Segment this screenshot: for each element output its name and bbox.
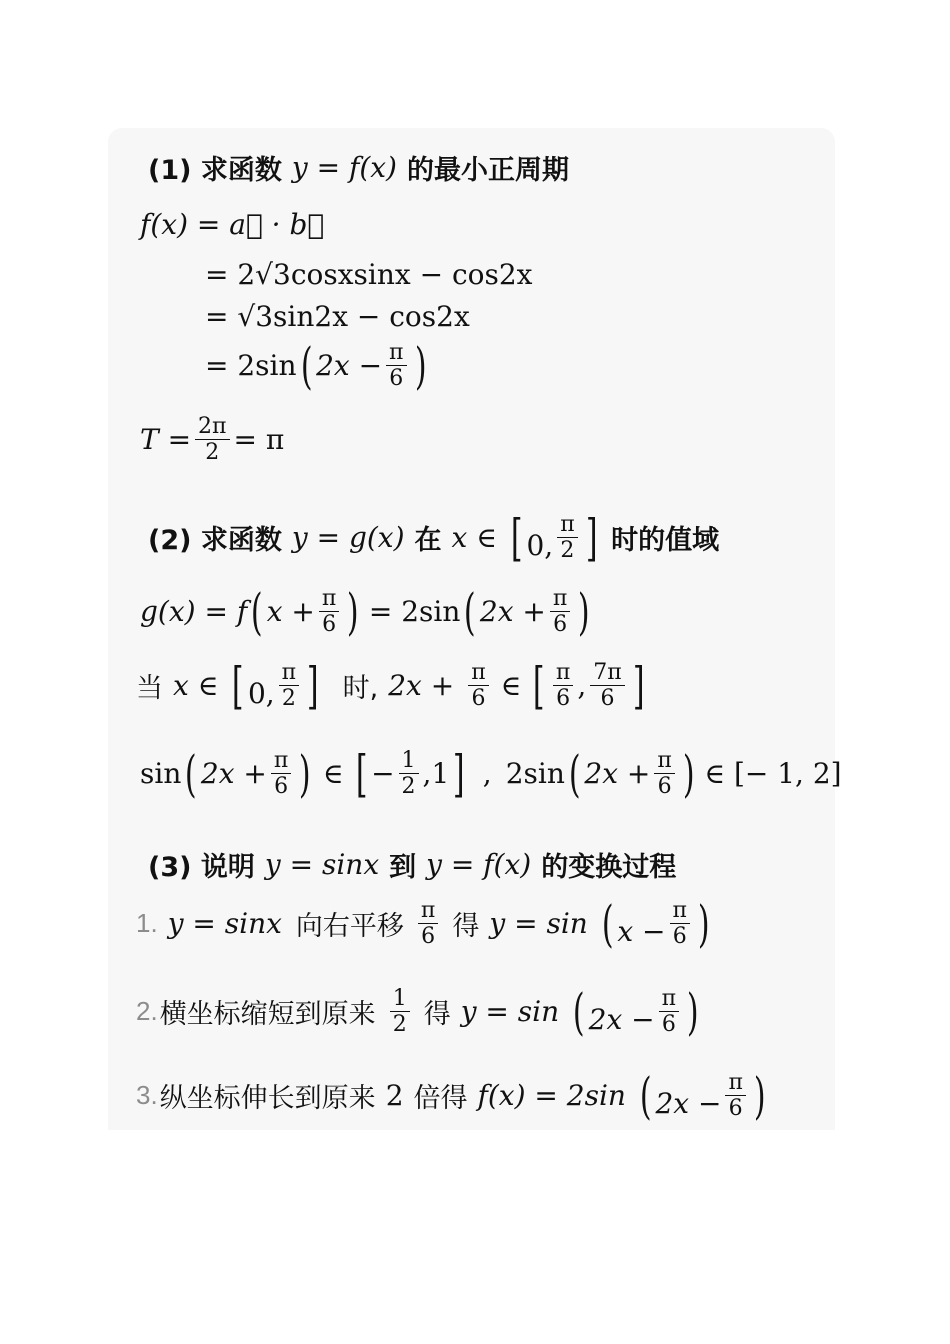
part1-line2: = 2√3cosxsinx − cos2x: [205, 258, 533, 291]
part2-heading-x: x ∈: [451, 521, 497, 555]
part2-when-line: 当 x ∈ [ 0, $\frac{\pi}{2}$ ] 时, 2x + $\frac{\pi}{6}$ ∈ [ $\frac{\pi}{6}$ , $\frac{7\pi}{6}$ ]: [136, 656, 645, 715]
part1-line4-mid: 2x −: [316, 349, 383, 383]
part2-g-line: g(x) = f ( x + $\frac{\pi}{6}$ ) = 2sin ( 2x + $\frac{\pi}{6}$ ): [140, 582, 590, 641]
part1-heading-text: (1) 求函数: [148, 155, 282, 186]
part1-heading: [148, 148, 569, 187]
part1-line3: = √3sin2x − cos2x: [205, 300, 470, 333]
part3-heading: (3) 说明 y = sinx 到 y = f(x) 的变换过程: [148, 848, 677, 883]
period-lhs: T =: [140, 423, 192, 457]
part2-heading-tail: 时的值域: [611, 525, 720, 557]
part1-heading-math: y = f(x): [291, 151, 397, 184]
part1-period: [140, 414, 284, 466]
part1-line4: = 2sin ( 2x − $\frac{\pi}{6}$ ): [205, 336, 427, 395]
period-fraction: $\frac{2\pi}{2}$: [195, 414, 229, 466]
part1-line1: f(x) = a⃗ · b⃗: [140, 208, 325, 241]
step-3: 3. 纵坐标伸长到原来 2 倍得 f(x) = 2sin ( 2x − $\frac{\pi}{6}$ ): [136, 1066, 766, 1125]
step-1: 1. y = sinx 向右平移 $\frac{\pi}{6}$ 得 y = sin ( x − $\frac{\pi}{6}$ ): [136, 894, 710, 953]
part2-heading-text: (2) 求函数: [148, 525, 282, 557]
part2-heading: (2) 求函数 y = g(x) 在 x ∈ [ 0, $\frac{\pi}{2}$ ] 时的值域: [148, 508, 720, 567]
fraction: $\frac{\pi}{6}$: [386, 340, 406, 392]
part2-heading-math: y = g(x): [291, 521, 405, 555]
period-rhs: = π: [233, 423, 285, 457]
step-2: 2. 横坐标缩短到原来 $\frac{1}{2}$ 得 y = sin ( 2x − $\frac{\pi}{6}$ ): [136, 982, 699, 1041]
part1-heading-tail: 的最小正周期: [406, 155, 569, 186]
part2-heading-in: 在: [414, 525, 442, 557]
part2-sin-line: sin ( 2x + $\frac{\pi}{6}$ ) ∈ [ − $\frac{1}{2}$ ,1 ] , 2sin ( 2x + $\frac{\pi}{6}$ ) ∈ [− 1, 2]: [140, 744, 842, 803]
part1-line4-pre: = 2sin: [205, 349, 297, 383]
